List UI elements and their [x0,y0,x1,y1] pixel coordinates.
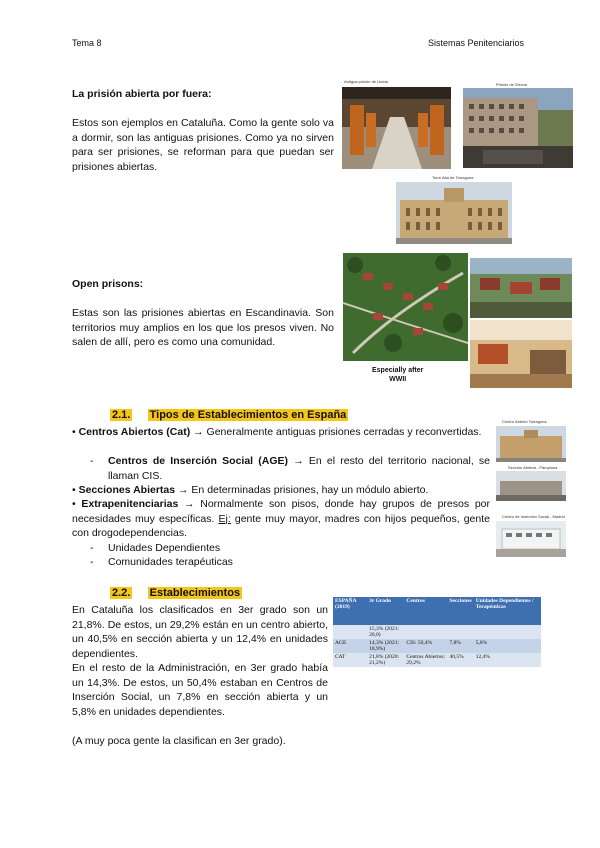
photo-caption-tarragona: Torre Alta de Tarragona [432,175,474,180]
section-2-2-para1: En Cataluña los clasificados en 3er grado son un 21,8%. De estos, un 29,2% están en un centro abierto, un 40,5% en sección abierta y un 12,4% en unidades dependientes. [72,604,328,660]
table-cell: 12,4% [474,653,541,667]
photo-prison-interior [342,87,451,169]
photo-prison-building [396,182,512,244]
side-photo-seccion-abierta [496,471,566,501]
item3-tail: gente muy mayor, madres con hijos pequeños, gente con drogodependencias. [72,512,490,539]
table-cell: AGE [333,639,367,653]
section-heading-2-1 [110,409,348,421]
table-cell: CAT [333,653,367,667]
item3-bold: Extrapenitenciarias [81,498,179,510]
photo-caption-open-prisons [372,366,423,384]
section-body-open-prisons: Estas son las prisiones abiertas en Escandinavia. Son territorios muy amplios en los que los presos viven. No salen de allí, pero es como una comunidad. [72,307,334,348]
table-cell [447,625,473,639]
item2-bold: Secciones Abiertas [78,484,176,496]
table-cell: 15,3% (2021: 20,0) [367,625,404,639]
photo-caption-lleida: Antigua prisión de Lleida [344,79,388,84]
table-cell [474,625,541,639]
table-cell: 7,8% [447,639,473,653]
photo-interior-room [470,320,572,388]
photo-aerial-village [343,253,468,361]
section-title-2-2: Establecimientos [149,587,241,599]
side-caption-2: Sección Abierta - Pamplona [508,465,558,470]
sub1-bold: Centros de Inserción Social (AGE) [108,455,289,467]
table-cell: CIS: 50,4% [404,639,447,653]
photo-prison-courtyard [463,88,573,168]
item3-rest: → Normalmente son pisos, donde hay grupos de presos por necesidades muy específicas. [72,498,491,525]
photo-cabins-lake [470,258,572,318]
dash-marker: - [90,556,94,568]
table-header: Secciones [447,597,473,625]
subitem-unidades: Unidades Dependientes [108,542,221,554]
item1-bold: Centros Abiertos (Cat) [78,426,191,438]
item3-ej: Ej: [218,512,231,525]
table-header: 3r Grado [367,597,404,625]
table-cell: 21,8% (2020: 21,2%) [367,653,404,667]
photo-caption-line1: Especially after [372,367,424,374]
item-centros-abiertos: • Centros Abiertos (Cat) → Generalmente antiguas prisiones cerradas y reconvertidas. [72,426,482,438]
section-body-open-outside: Estos son ejemplos en Cataluña. Como la gente solo va a dormir, son las antiguas prisiones. Como ya no sirven para ser prisiones, se reforman para que puedan ser prisiones abiertas. [72,117,334,173]
table-row [333,639,541,653]
section-title-open-outside: La prisión abierta por fuera: [72,88,212,100]
section-number-2-2: 2.2. [112,587,131,599]
sub1-rest: → En el resto del territorio nacional, se llaman CIS. [108,455,491,482]
subitem-cis [108,454,490,483]
table-header: ESPAÑA (2019) [333,597,367,625]
item1-rest: → Generalmente antiguas prisiones cerradas y reconvertidas. [190,426,482,438]
dash-marker: - [90,455,94,467]
table-cell: 40,5% [447,653,473,667]
table-header: Unidades Dependientes / Terapéuticas [474,597,541,625]
section-number-2-1: 2.1. [112,409,131,421]
photo-caption-girona: Prisión de Girona [496,82,527,87]
table-row [333,625,541,639]
item2-rest: → En determinadas prisiones, hay un módulo abierto. [175,484,429,496]
side-caption-1: Centro Abierto Tarragona [502,419,547,424]
section-title-open-prisons: Open prisons: [72,278,144,290]
side-photo-cis [496,521,566,557]
header-left: Tema 8 [72,38,102,48]
side-photo-centro-abierto [496,426,566,462]
side-caption-3: Centro de Inserción Social - Madrid [502,514,565,519]
section-title-2-1: Tipos de Establecimientos en España [149,409,347,421]
item-secciones-abiertas: • Secciones Abiertas → En determinadas prisiones, hay un módulo abierto. [72,484,429,496]
table-cell [333,625,367,639]
table-cell: Centros Abiertos: 29,2% [404,653,447,667]
table-header: Centros [404,597,447,625]
section-heading-2-2 [110,587,242,599]
dash-marker: - [90,542,94,554]
header-right: Sistemas Penitenciarios [428,38,525,48]
table-row [333,653,541,667]
table-header-row [333,597,541,625]
table-cell [404,625,447,639]
item-extrapenitenciarias: • Extrapenitenciarias → Normalmente son pisos, donde hay grupos de presos por necesidades muy específicas. Ej: gente muy mayor, madres con hijos pequeños, gente con drogodependencias. [72,498,491,539]
section-2-2-note: (A muy poca gente la clasifican en 3er grado). [72,735,286,747]
section-2-2-para2: En el resto de la Administración, en 3er grado había un 14,3%. De estos, un 50,4% estaban en Centros de Inserción Social, un 7,8% en sección abierta y un 5,8% en unidades dependientes. [72,662,328,718]
subitem-comunidades: Comunidades terapéuticas [108,556,233,568]
statistics-table [333,597,541,667]
table-cell: 5,8% [474,639,541,653]
table-cell: 14,3% (2021: 18,9%) [367,639,404,653]
photo-caption-line2: WWII [389,376,407,383]
